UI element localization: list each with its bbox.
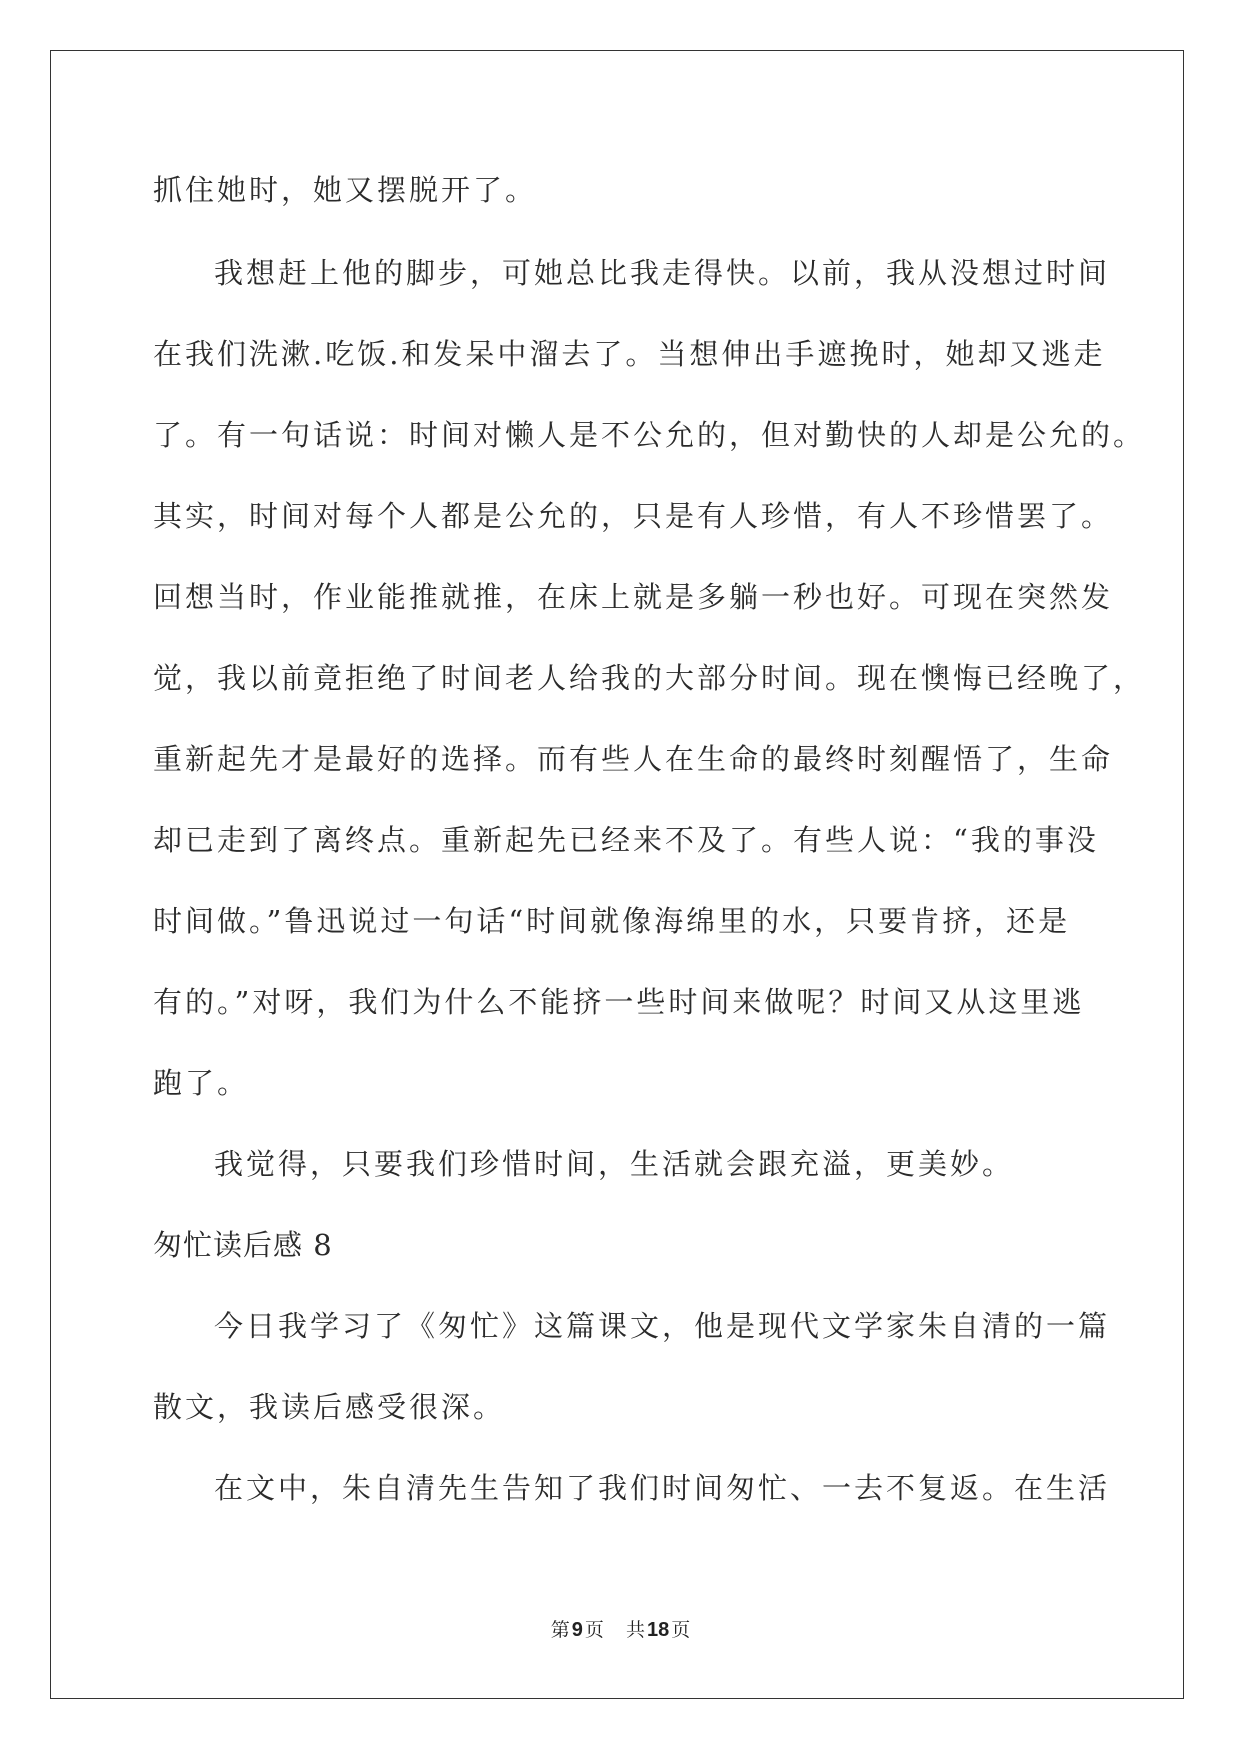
- page-number: 9: [571, 1619, 583, 1641]
- total-suffix: 页: [671, 1619, 691, 1641]
- page-suffix: 页: [584, 1619, 604, 1641]
- paragraph-start: 在文中，朱自清先生告知了我们时间匆忙、一去不复返。在生活: [214, 1471, 1111, 1505]
- text-line: 时间做。”鲁迅说过一句话“时间就像海绵里的水，只要肯挤，还是: [153, 904, 1071, 938]
- total-pages: 18: [646, 1619, 670, 1641]
- text-line: 其实，时间对每个人都是公允的，只是有人珍惜，有人不珍惜罢了。: [153, 499, 1114, 533]
- page-border: [50, 50, 1184, 1699]
- text-line: 了。有一句话说：时间对懒人是不公允的，但对勤快的人却是公允的。: [153, 418, 1146, 452]
- text-line: 重新起先才是最好的选择。而有些人在生命的最终时刻醒悟了，生命: [153, 742, 1114, 776]
- text-line: 回想当时，作业能推就推，在床上就是多躺一秒也好。可现在突然发: [153, 580, 1114, 614]
- text-line: 有的。”对呀，我们为什么不能挤一些时间来做呢？时间又从这里逃: [153, 985, 1085, 1019]
- paragraph-start: 我觉得，只要我们珍惜时间，生活就会跟充溢，更美妙。: [214, 1147, 1015, 1181]
- paragraph-start: 我想赶上他的脚步，可她总比我走得快。以前，我从没想过时间: [214, 256, 1111, 290]
- text-line: 散文，我读后感受很深。: [153, 1390, 506, 1424]
- text-line: 跑了。: [153, 1066, 250, 1100]
- paragraph-start: 今日我学习了《匆忙》这篇课文，他是现代文学家朱自清的一篇: [214, 1309, 1111, 1343]
- page-footer: [0, 1615, 1241, 1642]
- page-prefix: 第: [550, 1619, 570, 1641]
- text-line: 觉，我以前竟拒绝了时间老人给我的大部分时间。现在懊悔已经晚了，: [153, 661, 1146, 695]
- total-prefix: 共: [625, 1619, 645, 1641]
- text-line: 却已走到了离终点。重新起先已经来不及了。有些人说：“我的事没: [153, 823, 1099, 857]
- text-line: 在我们洗漱.吃饭.和发呆中溜去了。当想伸出手遮挽时，她却又逃走: [153, 337, 1106, 371]
- section-heading: 匆忙读后感 8: [153, 1228, 333, 1262]
- text-line: 抓住她时，她又摆脱开了。: [153, 173, 538, 207]
